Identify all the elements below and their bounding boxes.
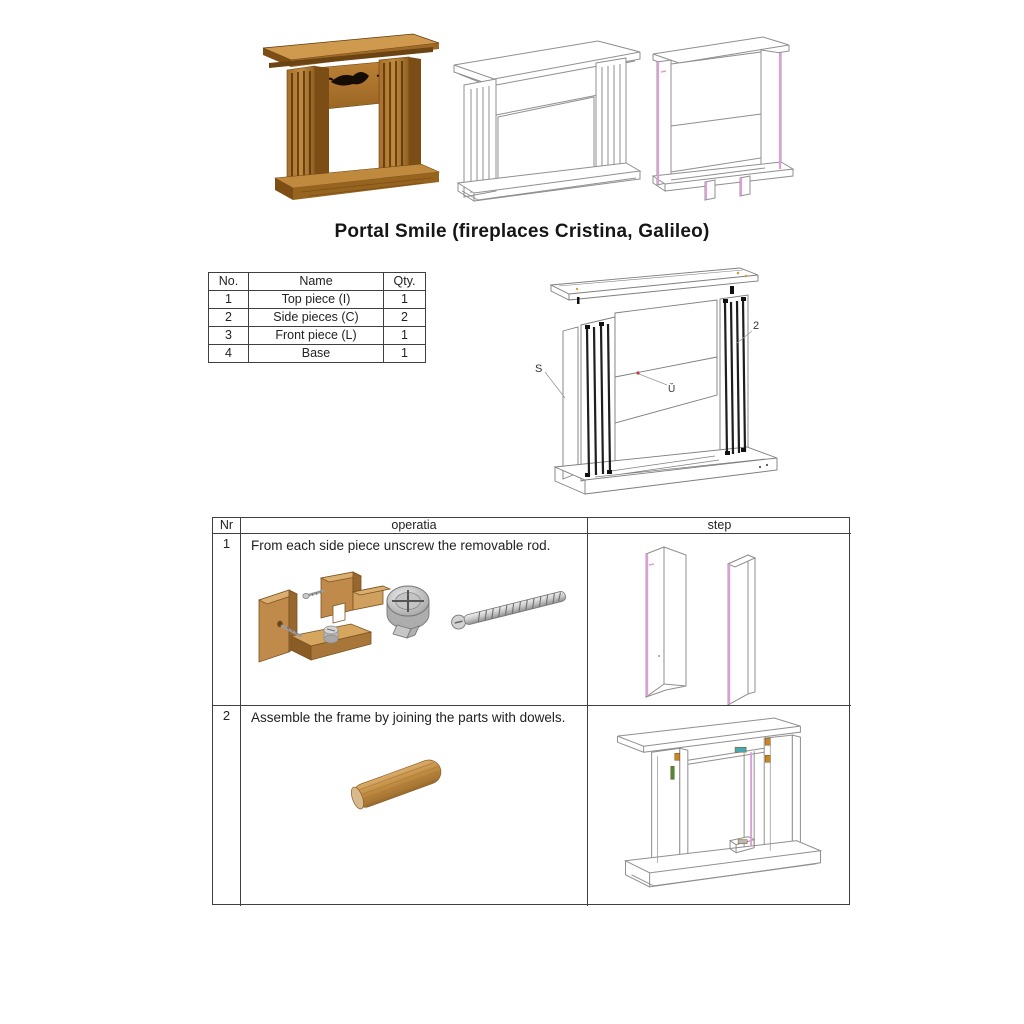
page-title: Portal Smile (fireplaces Cristina, Galileo): [334, 221, 710, 242]
step-1-operation-cell: [241, 534, 588, 706]
parts-header-qty: Qty.: [384, 273, 426, 291]
parts-row-4: [209, 345, 426, 363]
steps-header-step-label: step: [707, 518, 732, 533]
part-qty: 1: [384, 327, 426, 345]
step-2-operation-cell: [241, 706, 588, 906]
steps-header-nr: [213, 518, 241, 534]
diagram-label-2: 2: [753, 320, 760, 332]
diagram-label-u: Ǔ: [668, 384, 676, 395]
step-number-label: 2: [222, 708, 231, 723]
steps-header-operatia-label: operatia: [391, 518, 437, 533]
steps-table: [212, 517, 850, 905]
threaded-rod-image: [446, 574, 576, 644]
part-qty: 2: [384, 309, 426, 327]
fireplace-front-line-drawing: [450, 33, 645, 203]
side-pieces-image: [598, 534, 838, 706]
steps-header-nr-label: Nr: [219, 518, 234, 533]
parts-header-no: No.: [209, 273, 249, 291]
parts-table-header-row: [209, 273, 426, 291]
step-2-operation-text: Assemble the frame by joining the parts with dowels.: [251, 710, 566, 725]
assembled-frame-image: [594, 708, 848, 904]
parts-row-3: [209, 327, 426, 345]
fireplace-back-line-drawing: [645, 30, 797, 204]
part-name: Top piece (I): [249, 291, 384, 309]
step-1-operation-text: From each side piece unscrew the removable rod.: [251, 538, 551, 553]
steps-header-step: [588, 518, 851, 534]
part-no: 1: [209, 291, 249, 309]
part-qty: 1: [384, 291, 426, 309]
part-no: 3: [209, 327, 249, 345]
parts-row-2: [209, 309, 426, 327]
parts-row-1: [209, 291, 426, 309]
part-name: Side pieces (C): [249, 309, 384, 327]
steps-header-operatia: [241, 518, 588, 534]
step-1-number: [213, 534, 241, 706]
exploded-assembly-diagram: [515, 255, 805, 505]
step-2-image-cell: [588, 706, 851, 906]
parts-header-name: Name: [249, 273, 384, 291]
cam-lock-image: [381, 579, 436, 641]
step-2-number: [213, 706, 241, 906]
part-qty: 1: [384, 345, 426, 363]
step-1-image-cell: [588, 534, 851, 706]
wooden-fireplace-photo: [253, 30, 447, 206]
dowel-image: [341, 746, 451, 821]
part-no: 4: [209, 345, 249, 363]
part-name: Front piece (L): [249, 327, 384, 345]
diagram-label-s: S: [535, 363, 543, 375]
wood-blocks-cam-joint-image: [249, 566, 399, 681]
parts-table: [208, 272, 426, 363]
part-name: Base: [249, 345, 384, 363]
part-no: 2: [209, 309, 249, 327]
step-number-label: 1: [222, 536, 231, 551]
